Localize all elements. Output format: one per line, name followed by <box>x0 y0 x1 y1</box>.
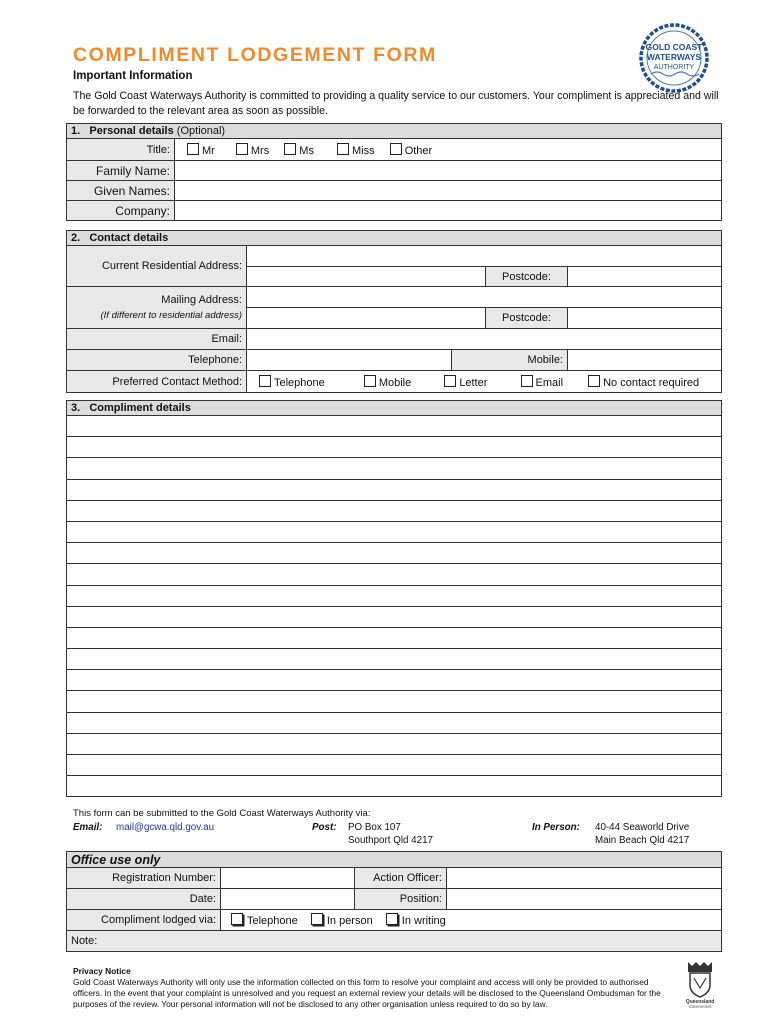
submission-post: Post: <box>312 822 337 833</box>
preferred-contact-label: Preferred Contact Method: <box>67 371 247 393</box>
mailing-address-field[interactable] <box>247 287 722 308</box>
position-field[interactable] <box>447 889 722 910</box>
title-ms-checkbox[interactable] <box>284 143 296 155</box>
privacy-heading: Privacy Notice <box>73 966 131 976</box>
privacy-text: Gold Coast Waterways Authority will only use the information collected on this form to resolve your complaint and access will only be provided to authorised officers. In the event that your complaint is unresolved and you request an external review your details will be disclosed to the Queensland Ombudsman for the purposes of the review. Your personal information will not be disclosed to any other organisation unless required to do so by law. <box>73 977 661 1009</box>
date-field[interactable] <box>221 889 355 910</box>
action-officer-label: Action Officer: <box>355 868 447 889</box>
date-label: Date: <box>67 889 221 910</box>
section-3-header: 3. Compliment details <box>67 401 722 416</box>
form-title: COMPLIMENT LODGEMENT FORM <box>73 44 437 66</box>
residential-address-label: Current Residential Address: <box>67 246 247 287</box>
email-link[interactable]: mail@gcwa.qld.gov.au <box>116 822 215 833</box>
title-mrs-checkbox[interactable] <box>236 143 248 155</box>
given-names-field[interactable] <box>175 181 722 201</box>
compliment-line[interactable] <box>67 437 722 458</box>
family-name-field[interactable] <box>175 161 722 181</box>
action-officer-field[interactable] <box>447 868 722 889</box>
compliment-line[interactable] <box>67 627 722 648</box>
compliment-line[interactable] <box>67 564 722 585</box>
residential-postcode-field[interactable] <box>568 267 722 287</box>
lodged-via-label: Compliment lodged via: <box>67 910 221 931</box>
contact-email-checkbox[interactable] <box>521 375 533 387</box>
svg-text:AUTHORITY: AUTHORITY <box>653 64 695 71</box>
family-name-label: Family Name: <box>67 161 175 181</box>
svg-text:GOLD COAST: GOLD COAST <box>645 42 703 52</box>
queensland-government-logo <box>680 958 720 1008</box>
section-2-header: 2. Contact details <box>67 231 722 246</box>
given-names-label: Given Names: <box>67 181 175 201</box>
personal-details-table <box>66 123 722 221</box>
residential-address-field-2[interactable] <box>247 267 486 287</box>
submission-in-person: In Person: <box>532 822 580 833</box>
lodged-in-writing-checkbox[interactable] <box>386 913 398 925</box>
contact-telephone-checkbox[interactable] <box>259 375 271 387</box>
mailing-address-note: (If different to residential address) <box>100 309 242 321</box>
compliment-line[interactable] <box>67 606 722 627</box>
svg-text:Government: Government <box>688 1004 712 1008</box>
title-mr-checkbox[interactable] <box>187 143 199 155</box>
compliment-line[interactable] <box>67 458 722 479</box>
svg-text:Queensland: Queensland <box>685 999 715 1005</box>
title-options: Mr Mrs Ms Miss Other <box>175 139 722 161</box>
compliment-line[interactable] <box>67 691 722 712</box>
lodged-telephone-checkbox[interactable] <box>231 913 243 925</box>
compliment-line[interactable] <box>67 416 722 437</box>
mailing-address-field-2[interactable] <box>247 308 486 329</box>
company-label: Company: <box>67 201 175 221</box>
telephone-label: Telephone: <box>67 350 247 371</box>
contact-none-checkbox[interactable] <box>588 375 600 387</box>
contact-mobile-checkbox[interactable] <box>364 375 376 387</box>
position-label: Position: <box>355 889 447 910</box>
preferred-contact-options: Telephone Mobile Letter Email No contact required <box>247 371 722 393</box>
registration-number-field[interactable] <box>221 868 355 889</box>
contact-letter-checkbox[interactable] <box>444 375 456 387</box>
submission-post-address: PO Box 107 Southport Qld 4217 <box>348 822 433 846</box>
compliment-line[interactable] <box>67 543 722 564</box>
mailing-postcode-label: Postcode: <box>486 308 568 329</box>
mobile-field[interactable] <box>568 350 722 371</box>
submission-email: Email: mail@gcwa.qld.gov.au <box>73 822 215 833</box>
compliment-line[interactable] <box>67 479 722 500</box>
submission-person-address: 40-44 Seaworld Drive Main Beach Qld 4217 <box>595 822 690 846</box>
title-label: Title: <box>67 139 175 161</box>
office-use-header: Office use only <box>67 852 722 868</box>
email-label: Email: <box>67 329 247 350</box>
important-heading: Important Information <box>73 70 193 82</box>
svg-text:WATERWAYS: WATERWAYS <box>646 52 702 62</box>
mailing-postcode-field[interactable] <box>568 308 722 329</box>
lodged-in-person-checkbox[interactable] <box>311 913 323 925</box>
gcwa-logo <box>635 22 713 94</box>
residential-address-field[interactable] <box>247 246 722 267</box>
residential-postcode-label: Postcode: <box>486 267 568 287</box>
title-miss-checkbox[interactable] <box>337 143 349 155</box>
important-text: The Gold Coast Waterways Authority is committed to providing a quality service to our customers. Your compliment is appreciated and will be forwarded to the relevant area as soon as possible. <box>73 90 719 117</box>
compliment-line[interactable] <box>67 649 722 670</box>
compliment-details-table <box>66 400 722 797</box>
section-1-header: 1. Personal details (Optional) <box>67 124 722 139</box>
registration-number-label: Registration Number: <box>67 868 221 889</box>
telephone-field[interactable] <box>247 350 452 371</box>
privacy-notice <box>73 966 663 1010</box>
compliment-line[interactable] <box>67 755 722 776</box>
company-field[interactable] <box>175 201 722 221</box>
compliment-line[interactable] <box>67 733 722 754</box>
title-other-checkbox[interactable] <box>390 143 402 155</box>
compliment-line[interactable] <box>67 500 722 521</box>
compliment-line[interactable] <box>67 521 722 542</box>
compliment-line[interactable] <box>67 670 722 691</box>
mobile-label: Mobile: <box>452 350 568 371</box>
email-field[interactable] <box>247 329 722 350</box>
contact-details-table <box>66 230 722 393</box>
mailing-address-label: Mailing Address: (If different to residential address) <box>67 287 247 329</box>
submission-intro: This form can be submitted to the Gold Coast Waterways Authority via: <box>73 808 371 819</box>
compliment-line[interactable] <box>67 776 722 797</box>
lodged-via-options: Telephone In person In writing <box>221 910 722 931</box>
office-use-table <box>66 851 722 952</box>
compliment-line[interactable] <box>67 585 722 606</box>
note-label: Note: <box>67 931 722 952</box>
compliment-line[interactable] <box>67 712 722 733</box>
